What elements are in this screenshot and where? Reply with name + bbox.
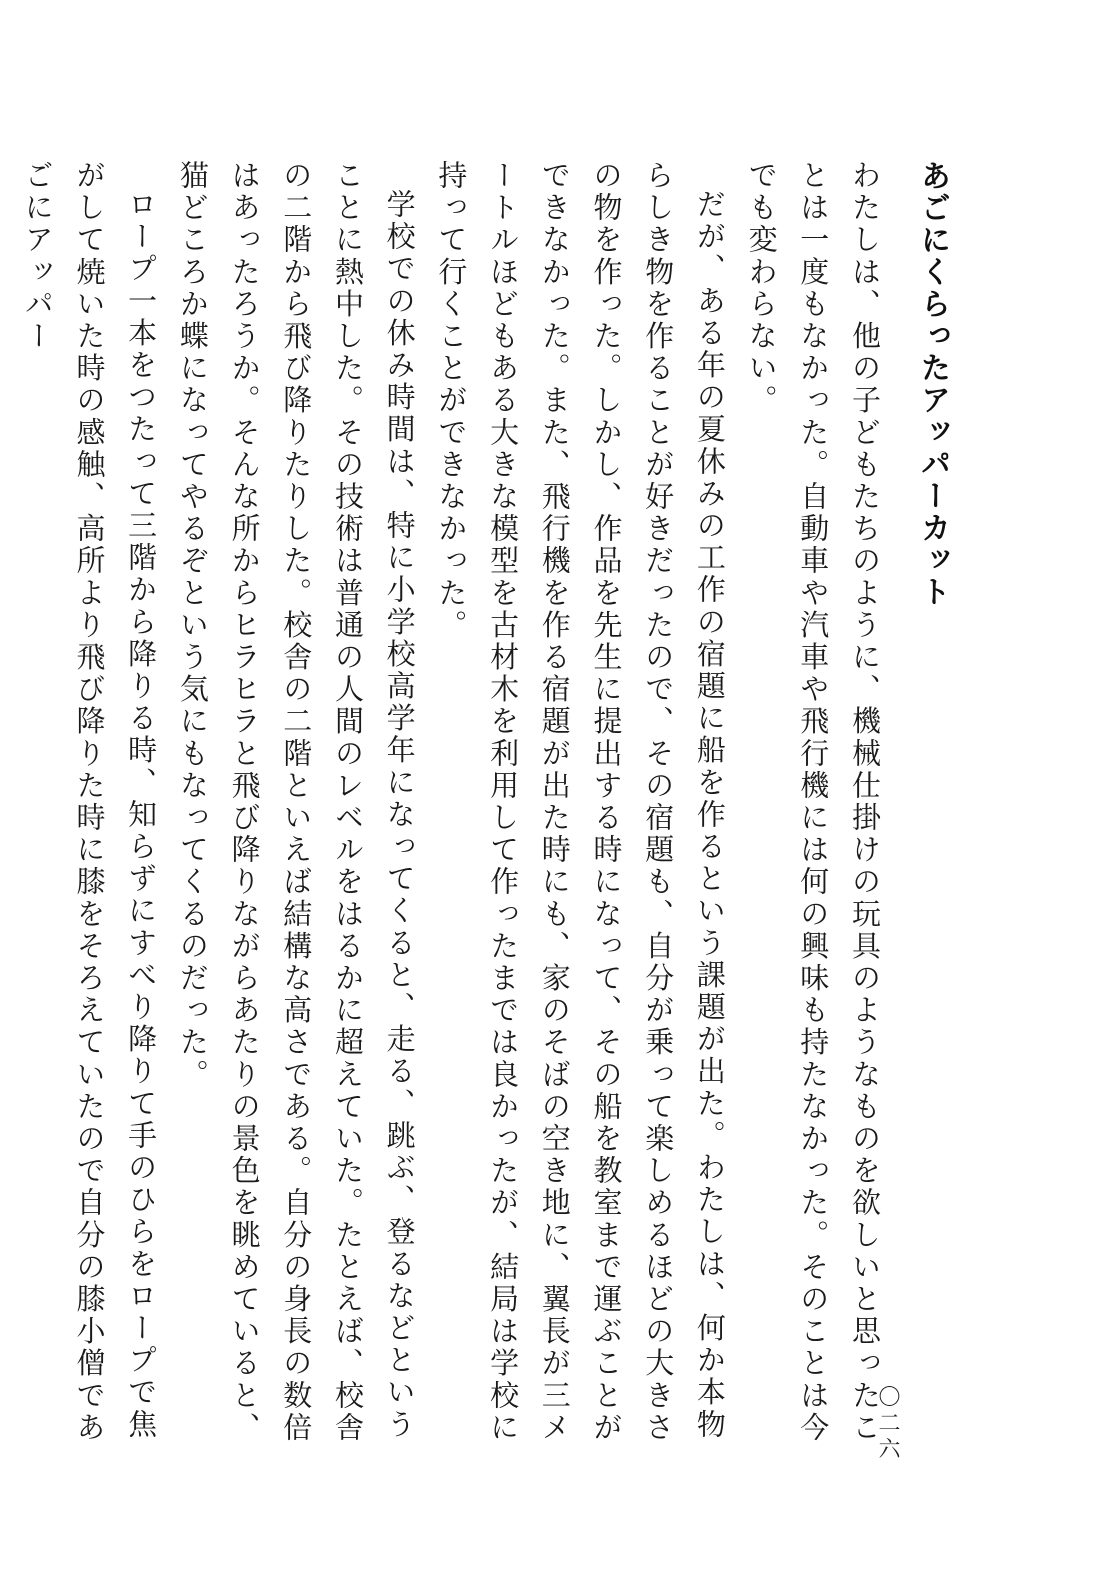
paragraph: わたしは、他の子どもたちのように、機械仕掛けの玩具のようなものを欲しいと思ったことは一度もなかった。自動車や汽車や飛行機には何の興味も持たなかった。そのことは今でも変わらない。 bbox=[744, 160, 882, 1444]
page-number: 〇二六 bbox=[875, 1385, 900, 1463]
body-text bbox=[20, 160, 890, 1470]
paragraph: だが、ある年の夏休みの工作の宿題に船を作るという課題が出た。わたしは、何か本物らしき物を作ることが好きだったので、その宿題も、自分が乗って楽しめるほどの大きさの物を作った。しかし、作品を先生に提出する時になって、その船を教室まで運ぶことができなかった。また、飛行機を作る宿題が出た時にも、家のそばの空き地に、翼長が三メートルほどもある大きな模型を古材木を利用して作ったまでは良かったが、結局は学校に持って行くことができなかった。 bbox=[434, 160, 727, 1444]
chapter-title: あごにくらったアッパーカット bbox=[915, 160, 950, 608]
paragraph: ロープ一本をつたって三階から降りる時、知らずにすべり降りて手のひらをロープで焦がして焼いた時の感触、高所より飛び降りた時に膝をそろえていたので自分の膝小僧であごにアッパー bbox=[20, 160, 159, 1444]
paragraph: 学校での休み時間は、特に小学校高学年になってくると、走る、跳ぶ、登るなどということに熱中した。その技術は普通の人間のレベルをはるかに超えていた。たとえば、校舎の二階から飛び降りたりした。校舎の二階といえば結構な高さである。自分の身長の数倍はあったろうか。そんな所からヒラヒラと飛び降りながらあたりの景色を眺めていると、猫どころか蝶になってやるぞという気にもなってくるのだった。 bbox=[175, 160, 417, 1444]
